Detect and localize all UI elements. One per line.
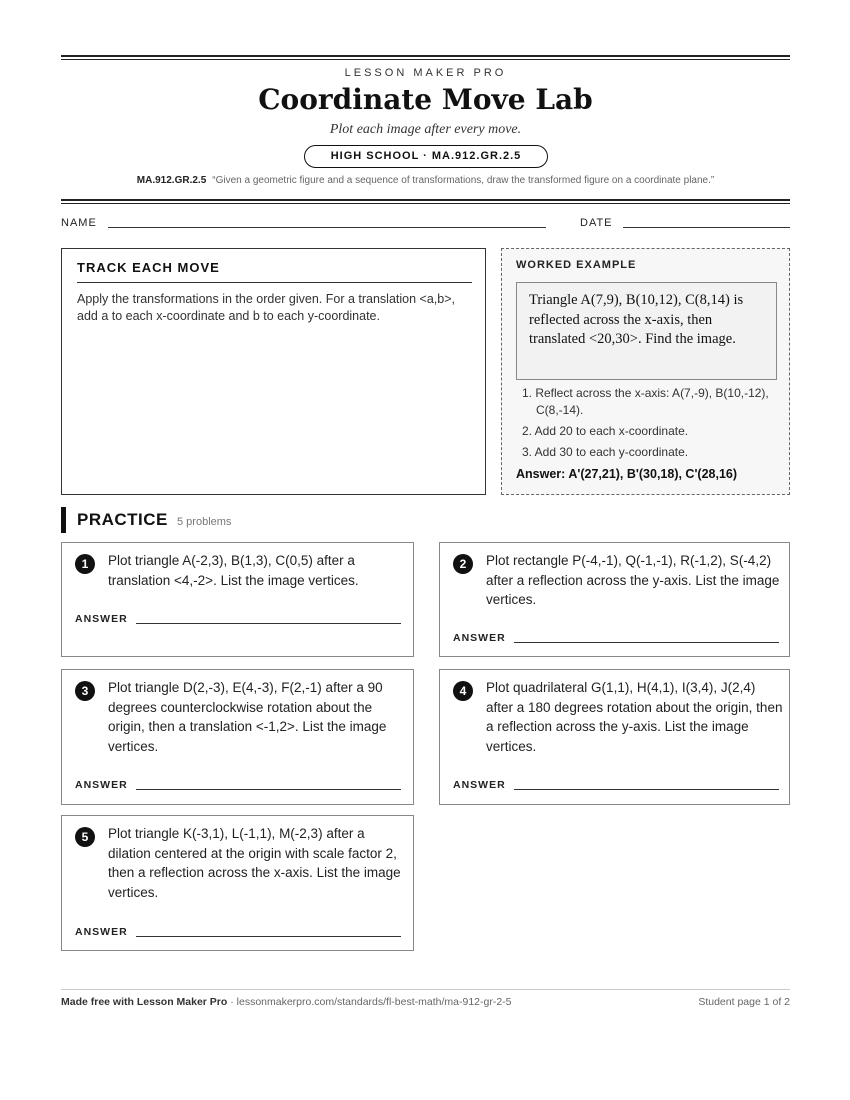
name-input-line[interactable] bbox=[108, 227, 546, 228]
answer-label: ANSWER bbox=[75, 926, 128, 938]
worked-example-problem: Triangle A(7,9), B(10,12), C(8,14) is reflected across the x-axis, then translated <20,30>. Find the image. bbox=[516, 282, 777, 380]
answer-label: ANSWER bbox=[453, 632, 506, 644]
worked-example-step: 1. Reflect across the x-axis: A(7,-9), B(10,-12), C(8,-14). bbox=[522, 386, 769, 417]
standard-description bbox=[61, 175, 790, 186]
track-box-rule bbox=[77, 282, 472, 283]
answer-label: ANSWER bbox=[453, 779, 506, 791]
practice-count: 5 problems bbox=[177, 516, 232, 528]
worked-example-steps bbox=[516, 385, 781, 465]
standard-code: MA.912.GR.2.5 bbox=[136, 175, 207, 186]
standard-text: “Given a geometric figure and a sequence of transformations, draw the transformed figure on a coordinate plane.” bbox=[212, 175, 715, 186]
top-double-rule bbox=[61, 55, 790, 60]
grade-standard-badge: HIGH SCHOOL · MA.912.GR.2.5 bbox=[304, 145, 548, 168]
header-double-rule bbox=[61, 199, 790, 204]
problem-card-3 bbox=[61, 669, 414, 805]
page-title: Coordinate Move Lab bbox=[258, 83, 593, 116]
worksheet-page bbox=[61, 0, 790, 1100]
problem-number: 5 bbox=[75, 827, 95, 847]
footer-rule bbox=[61, 989, 790, 990]
problem-card-4 bbox=[439, 669, 790, 805]
worked-example-step: 3. Add 30 to each y-coordinate. bbox=[522, 445, 689, 459]
problem-text: Plot quadrilateral G(1,1), H(4,1), I(3,4), J(2,4) after a 180 degrees rotation about the origin, then a reflection across the y-axis. List the image vertices. bbox=[486, 680, 783, 754]
problem-number: 4 bbox=[453, 681, 473, 701]
problem-text: Plot triangle A(-2,3), B(1,3), C(0,5) after a translation <4,-2>. List the image vertices. bbox=[108, 553, 359, 588]
worked-example-answer: Answer: A'(27,21), B'(30,18), C'(28,16) bbox=[516, 467, 738, 481]
answer-line[interactable] bbox=[514, 789, 779, 790]
answer-line[interactable] bbox=[136, 789, 401, 790]
problem-number: 1 bbox=[75, 554, 95, 574]
date-input-line[interactable] bbox=[623, 227, 790, 228]
track-box-instructions: Apply the transformations in the order given. For a translation <a,b>, add a to each x-coordinate and b to each y-coordinate. bbox=[77, 292, 455, 323]
page-subtitle: Plot each image after every move. bbox=[329, 122, 522, 137]
footer-credit bbox=[61, 996, 512, 1008]
answer-line[interactable] bbox=[514, 642, 779, 643]
answer-line[interactable] bbox=[136, 623, 401, 624]
practice-title: PRACTICE bbox=[77, 510, 168, 529]
brand-name: LESSON MAKER PRO bbox=[344, 67, 507, 79]
problem-number: 2 bbox=[453, 554, 473, 574]
footer-url[interactable]: · lessonmakerpro.com/standards/fl-best-math/ma-912-gr-2-5 bbox=[227, 996, 512, 1008]
problem-card-5 bbox=[61, 815, 414, 951]
worked-example-title: WORKED EXAMPLE bbox=[516, 259, 637, 271]
answer-line[interactable] bbox=[136, 936, 401, 937]
problem-card-2 bbox=[439, 542, 790, 657]
problem-text: Plot triangle D(2,-3), E(4,-3), F(2,-1) after a 90 degrees counterclockwise rotation about the origin, then a translation <-1,2>. List the image vertices. bbox=[108, 680, 387, 754]
track-each-move-box bbox=[61, 248, 486, 495]
problem-number: 3 bbox=[75, 681, 95, 701]
answer-label: ANSWER bbox=[75, 779, 128, 791]
problem-card-1 bbox=[61, 542, 414, 657]
footer-page-number: Student page 1 of 2 bbox=[698, 996, 790, 1008]
name-date-row bbox=[61, 217, 790, 231]
answer-label: ANSWER bbox=[75, 613, 128, 625]
name-label: NAME bbox=[61, 217, 97, 229]
footer-made-with: Made free with Lesson Maker Pro bbox=[61, 996, 228, 1008]
track-box-title: TRACK EACH MOVE bbox=[77, 260, 220, 275]
worked-example-box bbox=[501, 248, 790, 495]
worked-example-step: 2. Add 20 to each x-coordinate. bbox=[522, 424, 689, 438]
problem-text: Plot rectangle P(-4,-1), Q(-1,-1), R(-1,2), S(-4,2) after a reflection across the y-axis. List the image vertices. bbox=[486, 553, 780, 607]
problem-text: Plot triangle K(-3,1), L(-1,1), M(-2,3) after a dilation centered at the origin with scale factor 2, then a reflection across the x-axis. List the image vertices. bbox=[108, 826, 401, 900]
date-label: DATE bbox=[580, 217, 613, 229]
practice-accent-bar bbox=[61, 507, 66, 533]
